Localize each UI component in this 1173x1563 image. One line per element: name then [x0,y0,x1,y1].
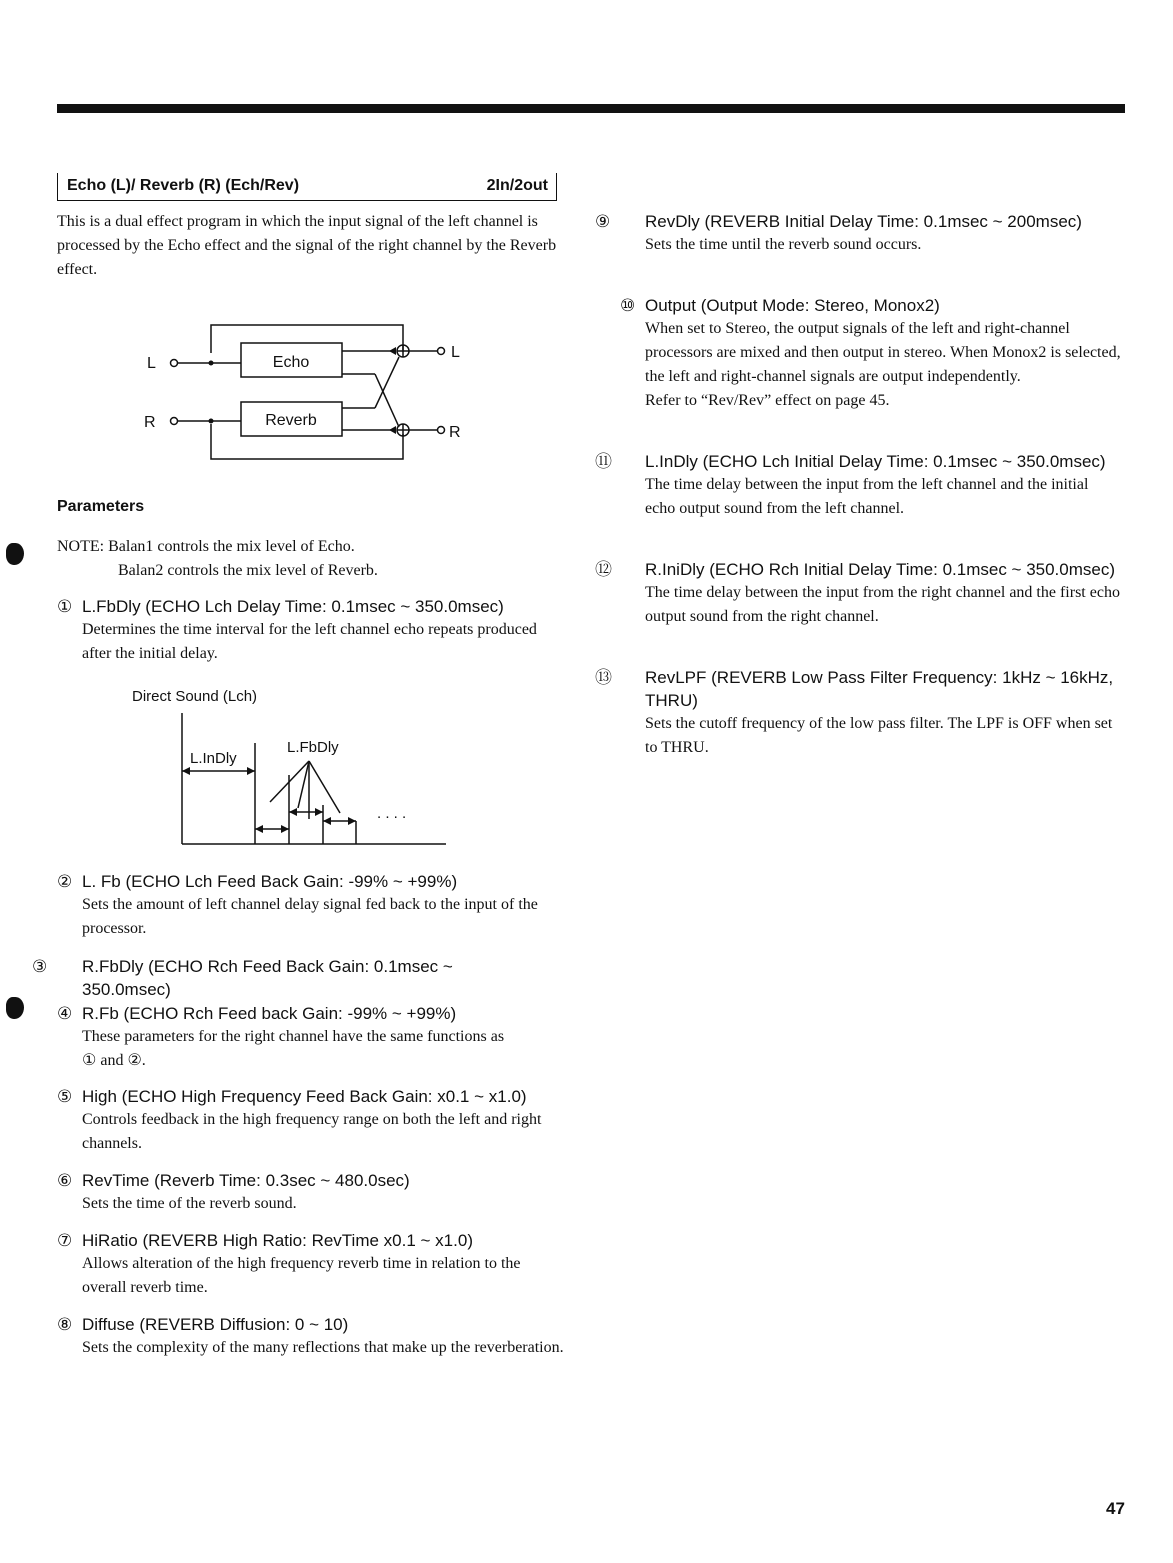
parameter-item [57,1313,567,1360]
parameter-title: RevLPF (REVERB Low Pass Filter Frequency: 1kHz ~ 16kHz, THRU) [645,668,1114,710]
parameter-description: The time delay between the input from the left channel and the initial echo output sound from the left channel. [645,476,1089,517]
parameter-title: R.FbDly (ECHO Rch Feed Back Gain: 0.1msec ~ 350.0msec) [82,957,453,999]
note-line-1: Balan1 controls the mix level of Echo. [108,538,355,555]
parameter-description: Allows alteration of the high frequency reverb time in relation to the overall reverb time. [82,1255,521,1296]
parameter-reference: Refer to “Rev/Rev” effect on page 45. [645,392,890,409]
top-rule [57,104,1125,113]
parameter-title: RevDly (REVERB Initial Delay Time: 0.1msec ~ 200msec) [645,212,1082,231]
parameter-title: RevTime (Reverb Time: 0.3sec ~ 480.0sec) [82,1171,410,1190]
parameter-number: ⑪ [595,452,612,471]
parameter-number: ④ [57,1004,73,1023]
parameters-heading: Parameters [57,498,145,515]
parameter-number: ⑥ [57,1171,73,1190]
parameter-item [620,294,1125,413]
parameter-number: ③ [32,957,48,976]
parameter-description: Determines the time interval for the left channel echo repeats produced after the initial delay. [82,621,537,662]
parameter-item [57,1169,567,1216]
parameter-item [57,1229,567,1300]
delay-timing-diagram [170,705,460,850]
binding-mark [6,543,24,565]
parameter-title: L.InDly (ECHO Lch Initial Delay Time: 0.1msec ~ 350.0msec) [645,452,1106,471]
parameter-title: Output (Output Mode: Stereo, Monox2) [645,296,940,315]
parameter-number: ② [57,872,73,891]
delay-label-fbdly: L.FbDly [287,739,339,756]
program-title: Echo (L)/ Reverb (R) (Ech/Rev) [67,177,300,194]
parameter-item [595,666,1120,760]
parameter-number: ⑧ [57,1315,73,1334]
signal-flow-diagram [130,318,470,468]
parameter-item [32,955,527,1001]
parameter-description: Controls feedback in the high frequency range on both the left and right channels. [82,1111,542,1152]
parameter-title: HiRatio (REVERB High Ratio: RevTime x0.1 ~ x1.0) [82,1231,473,1250]
parameter-description: Sets the time until the reverb sound occurs. [645,236,922,253]
parameter-number: ⑩ [620,296,636,315]
parameter-title: L.FbDly (ECHO Lch Delay Time: 0.1msec ~ 350.0msec) [82,597,504,616]
parameter-title: L. Fb (ECHO Lch Feed Back Gain: -99% ~ +99%) [82,872,458,891]
parameter-title: R.Fb (ECHO Rch Feed back Gain: -99% ~ +99%) [82,1004,457,1023]
parameter-description: Sets the time of the reverb sound. [82,1195,297,1212]
parameter-number: ⑦ [57,1231,73,1250]
delay-label-indly: L.InDly [190,750,237,767]
intro-paragraph: This is a dual effect program in which the input signal of the left channel is processed by the Echo effect and the signal of the right channel by the Reverb effect. [57,213,557,278]
parameter-number: ① [57,597,73,616]
parameter-item [595,558,1120,629]
parameter-item [57,870,567,941]
diagram-input-right: R [144,414,156,431]
diagram-input-left: L [147,355,156,372]
parameter-title: Diffuse (REVERB Diffusion: 0 ~ 10) [82,1315,349,1334]
parameter-title: R.IniDly (ECHO Rch Initial Delay Time: 0.1msec ~ 350.0msec) [645,560,1116,579]
parameter-description: Sets the complexity of the many reflections that make up the reverberation. [82,1339,564,1356]
parameter-item [57,1085,567,1156]
note-block [57,535,567,583]
parameter-number: ⑤ [57,1087,73,1106]
delay-diagram-title: Direct Sound (Lch) [132,688,258,705]
binding-mark [6,997,24,1019]
delay-dots: . . . . [377,805,407,822]
parameter-number: ⑨ [595,212,611,231]
diagram-echo-block: Echo [272,354,310,371]
parameter-description: Sets the amount of left channel delay signal fed back to the input of the processor. [82,896,538,937]
note-label: NOTE: [57,538,105,555]
parameter-item [595,210,1120,257]
parameter-title: High (ECHO High Frequency Feed Back Gain: x0.1 ~ x1.0) [82,1087,527,1106]
program-title-box [57,173,557,201]
note-line-2: Balan2 controls the mix level of Reverb. [118,562,378,579]
parameter-number: ⑬ [595,668,612,687]
page-number: 47 [1106,1499,1125,1518]
parameter-item [57,595,567,666]
parameter-item [595,450,1120,521]
parameter-number: ⑫ [595,560,612,579]
program-io: 2In/2out [486,177,548,194]
parameter-description: When set to Stereo, the output signals of the left and right-channel processors are mixed and then output in stereo. When Monox2 is selected, the left and right-channel signals are output independently. [645,320,1121,385]
diagram-reverb-block: Reverb [265,412,317,429]
parameter-description: Sets the cutoff frequency of the low pass filter. The LPF is OFF when set to THRU. [645,715,1113,756]
diagram-output-left: L [451,344,460,361]
parameter-description: These parameters for the right channel have the same functions as ① and ②. [82,1028,505,1069]
parameter-item [57,1002,567,1073]
diagram-output-right: R [449,424,461,441]
parameter-description: The time delay between the input from the right channel and the first echo output sound from the right channel. [645,584,1120,625]
